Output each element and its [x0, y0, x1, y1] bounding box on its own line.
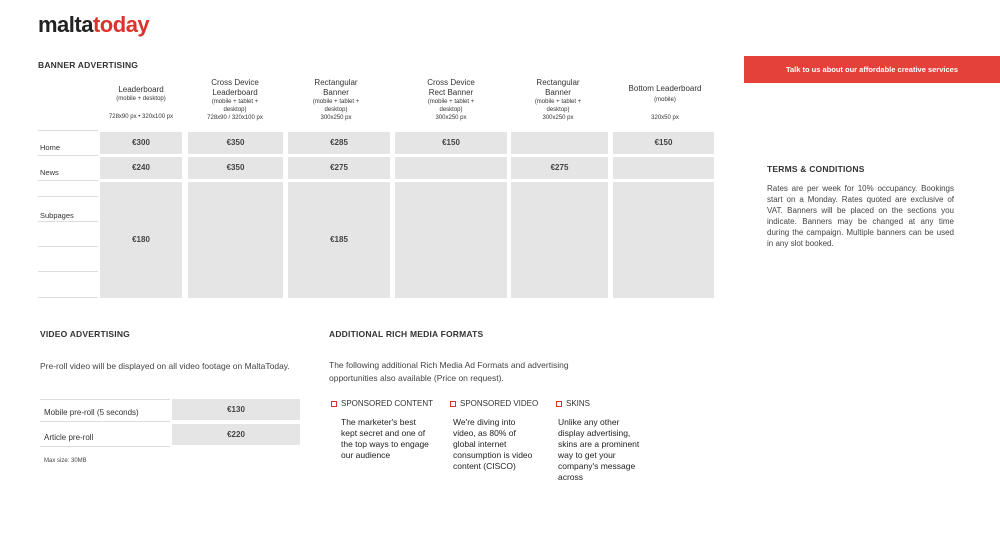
terms-body: Rates are per week for 10% occupancy. Bookings start on a Monday. Rates quoted are exclusive of VAT. Banners will be placed on the sections you indicate. Banners may be changed at any time during the campaign. Multiple banners can be used in any slot booked.: [767, 184, 954, 248]
creative-services-button[interactable]: Talk to us about our affordable creative services: [744, 56, 1000, 83]
checkbox-square-icon: [450, 401, 456, 407]
cell-home-cross-device-leaderboard: €350: [188, 132, 283, 154]
cell-home-rectangular-banner: €285: [288, 132, 390, 154]
cell-home-bottom-leaderboard: €150: [613, 132, 714, 154]
col-title: Leaderboard: [118, 85, 164, 94]
video-price-article: €220: [172, 424, 300, 445]
row-divider: [40, 399, 170, 400]
cell-subpages-rectangular-banner: €185: [288, 182, 390, 298]
logo-part-malta: malta: [38, 12, 93, 37]
format-body-skins: Unlike any other display advertising, skins are a prominent way to get your company's message across: [558, 417, 640, 482]
checkbox-square-icon: [331, 401, 337, 407]
row-divider: [38, 155, 98, 156]
col-sub: (mobile + tablet + desktop): [534, 99, 582, 113]
col-title: Rectangular Banner: [314, 78, 358, 97]
rich-media-title: ADDITIONAL RICH MEDIA FORMATS: [329, 329, 484, 339]
col-header-cross-device-rect-banner: [405, 78, 497, 122]
col-header-bottom-leaderboard: [615, 84, 715, 122]
logo: [38, 12, 149, 38]
col-title: Bottom Leaderboard: [628, 84, 702, 93]
row-divider: [38, 130, 98, 131]
row-label-home: Home: [40, 143, 61, 152]
video-row-label-mobile: Mobile pre-roll (5 seconds): [44, 408, 139, 417]
cell-news-rectangular-banner-2: €275: [511, 157, 608, 179]
col-sub: (mobile + desktop): [116, 96, 166, 102]
format-body-sponsored-video: We're diving into video, as 80% of global internet consumption is video content (CISCO): [453, 417, 533, 471]
col-dims: 300x250 px: [435, 115, 467, 121]
format-sponsored-video: [450, 399, 538, 408]
cell-news-leaderboard: €240: [100, 157, 182, 179]
format-title: SPONSORED CONTENT: [341, 399, 434, 408]
col-sub: (mobile + tablet + desktop): [427, 99, 475, 113]
cell-news-cross-device-rect: [395, 157, 507, 179]
col-header-cross-device-leaderboard: [190, 78, 280, 122]
logo-part-today: today: [92, 12, 150, 37]
row-divider: [38, 246, 98, 247]
cell-subpages-cross-device-rect: [395, 182, 507, 298]
row-divider: [40, 421, 170, 422]
cell-home-rectangular-banner-2: [511, 132, 608, 154]
col-title: Rectangular Banner: [536, 78, 580, 97]
col-sub: (mobile + tablet + desktop): [211, 99, 259, 113]
col-header-leaderboard: [100, 85, 182, 121]
row-divider: [40, 446, 170, 447]
banner-section-title: BANNER ADVERTISING: [38, 60, 139, 70]
row-divider: [38, 221, 98, 222]
video-row-label-article: Article pre-roll: [44, 433, 94, 442]
format-title: SPONSORED VIDEO: [460, 399, 539, 408]
row-divider: [38, 196, 98, 197]
cell-news-rectangular-banner: €275: [288, 157, 390, 179]
cell-subpages-bottom-leaderboard: [613, 182, 714, 298]
col-title: Cross Device Leaderboard: [211, 78, 259, 97]
col-header-rectangular-banner: [290, 78, 382, 122]
video-intro: Pre-roll video will be displayed on all video footage on MaltaToday.: [40, 361, 290, 371]
checkbox-square-icon: [556, 401, 562, 407]
row-divider: [38, 297, 98, 298]
cell-subpages-cross-device-leaderboard: [188, 182, 283, 298]
cell-news-cross-device-leaderboard: €350: [188, 157, 283, 179]
row-label-news: News: [40, 168, 59, 177]
col-sub: (mobile + tablet + desktop): [312, 99, 360, 113]
col-header-rectangular-banner-2: [512, 78, 604, 122]
col-dims: 728x90 / 320x100 px: [207, 115, 263, 121]
col-dims: 300x250 px: [542, 115, 574, 121]
col-dims: 728x90 px • 320x100 px: [108, 114, 174, 120]
row-label-subpages: Subpages: [40, 211, 74, 220]
video-max-size-note: Max size: 30MB: [44, 458, 87, 464]
cell-news-bottom-leaderboard: [613, 157, 714, 179]
format-sponsored-content: [331, 399, 433, 408]
format-body-sponsored-content: The marketer's best kept secret and one of the top ways to engage our audience: [341, 417, 429, 460]
col-sub: (mobile): [654, 97, 676, 103]
row-divider: [38, 271, 98, 272]
video-section-title: VIDEO ADVERTISING: [40, 329, 130, 339]
video-price-mobile: €130: [172, 399, 300, 420]
col-dims: 300x250 px: [320, 115, 352, 121]
cell-subpages-rectangular-banner-2: [511, 182, 608, 298]
col-dims: 320x50 px: [651, 115, 679, 121]
format-title: SKINS: [566, 399, 591, 408]
format-skins: [556, 399, 590, 408]
cell-subpages-leaderboard: €180: [100, 182, 182, 298]
terms-title: TERMS & CONDITIONS: [767, 164, 865, 174]
cell-home-leaderboard: €300: [100, 132, 182, 154]
cell-home-cross-device-rect: €150: [395, 132, 507, 154]
col-title: Cross Device Rect Banner: [427, 78, 475, 97]
rich-media-intro: The following additional Rich Media Ad Formats and advertising opportunities also available (Price on request).: [329, 360, 569, 383]
row-divider: [38, 180, 98, 181]
